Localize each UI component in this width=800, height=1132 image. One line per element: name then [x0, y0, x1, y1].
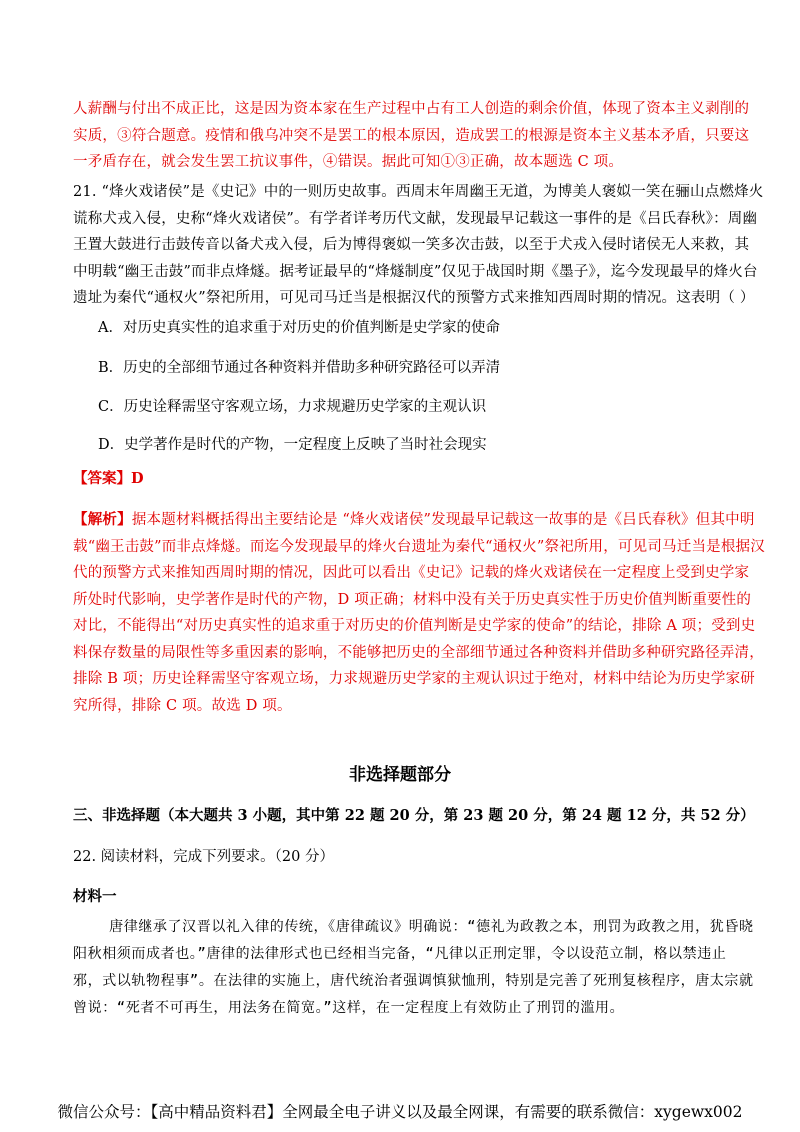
section-title: 三、非选择题（本大题共 3 小题，其中第 22 题 20 分，第 23 题 20 分，第 24 题 12 分，共 52 分） [73, 807, 755, 824]
text-line: 21. “烽火戏诸侯”是《史记》中的一则历史故事。西周末年周幽王无道，为博美人褒姒一笑在骊山点燃烽火 [73, 184, 764, 200]
text-line: 一矛盾存在，就会发生罢工抗议事件，④错误。据此可知①③正确，故本题选 C 项。 [73, 154, 624, 170]
answer-line [73, 468, 144, 490]
analysis-text: 据本题材料概括得出主要结论是 “烽火戏诸侯”发现最早记载这一故事的是《吕氏春秋》但其中明 [131, 512, 755, 528]
text-line: 对比，不能得出“对历史真实性的追求重于对历史的价值判断是史学家的使命”的结论，排除 A 项；受到史 [73, 618, 756, 634]
analysis-label: 【解析】 [73, 511, 132, 528]
text-line: 实质，③符合题意。疫情和俄乌冲突不是罢工的根本原因，造成罢工的根源是资本主义基本矛盾，只要这 [73, 127, 750, 144]
material-title: 材料一 [73, 888, 117, 905]
text-line: 代的预警方式来推知西周时期的情况，因此可以看出《史记》记载的烽火戏诸侯在一定程度上受到史学家 [73, 565, 750, 581]
question-21-stem [73, 179, 764, 312]
option-b: B．历史的全部细节通过各种资料并借助多种研究路径可以弄清 [98, 360, 501, 376]
text-line: 邪，式以轨物程事”。在法律的实施上，唐代统治者强调慎狱恤刑，特别是完善了死刑复核程序，唐太宗就 [73, 973, 754, 989]
text-line: 曾说：“死者不可再生，用法务在简宽。”这样，在一定程度上有效防止了刑罚的滥用。 [73, 1000, 625, 1016]
text-line: 所处时代影响，史学著作是时代的产物，D 项正确；材料中没有关于历史真实性于历史价值判断重要性的 [73, 591, 752, 608]
text-line: 人薪酬与付出不成正比，这是因为资本家在生产过程中占有工人创造的剩余价值，体现了资本主义剥削的 [73, 101, 750, 117]
option-c: C．历史诠释需坚守客观立场，力求规避历史学家的主观认识 [98, 399, 487, 415]
option-d: D．史学著作是时代的产物，一定程度上反映了当时社会现实 [98, 437, 487, 453]
section-heading: 非选择题部分 [349, 765, 451, 785]
text-line: 谎称犬戎入侵，史称“烽火戏诸侯”。有学者详考历代文献，发现最早记载这一事件的是《吕氏春秋》：周幽 [73, 210, 758, 227]
option-a: A．对历史真实性的追求重于对历史的价值判断是史学家的使命 [98, 320, 500, 336]
footer-watermark: 微信公众号：【高中精品资料君】全网最全电子讲义以及最全网课，有需要的联系微信：xygewx002 [57, 1103, 743, 1121]
text-line: 王置大鼓进行击鼓传音以备犬戎入侵，后为博得褒姒一笑多次击鼓，以至于犬戎入侵时诸侯无人来救，其 [73, 237, 750, 253]
text-line: 载“幽王击鼓”而非点烽燧。而迄今发现最早的烽火台遗址为秦代“通权火”祭祀所用，可见司马迁当是根据汉 [73, 538, 765, 555]
material-text [73, 914, 754, 1022]
text-line: 唐律继承了汉晋以礼入律的传统，《唐律疏议》明确说：“德礼为政教之本，刑罚为政教之用，犹昏晓 [73, 919, 754, 935]
question-21-analysis [73, 507, 765, 719]
answer-label: 【答案】 [73, 470, 131, 487]
text-line: 中明载“幽王击鼓”而非点烽燧。据考证最早的“烽燧制度”仅见于战国时期《墨子》，迄今发现最早的烽火台 [73, 263, 758, 280]
answer-value: D [131, 470, 144, 487]
previous-analysis-continuation [73, 96, 750, 176]
text-line: 究所得，排除 C 项。故选 D 项。 [73, 697, 292, 714]
text-line: 排除 B 项；历史诠释需坚守客观立场，力求规避历史学家的主观认识过于绝对，材料中结论为历史学家研 [73, 671, 755, 687]
text-line [73, 507, 755, 534]
text-line: 阳秋相须而成者也。”唐律的法律形式也已经相当完备，“凡律以正刑定罪，令以设范立制，格以禁违止 [73, 946, 727, 962]
text-line: 料保存数量的局限性等多重因素的影响，不能够把历史的全部细节通过各种资料并借助多种研究路径弄清， [73, 644, 764, 661]
question-22-stem: 22. 阅读材料，完成下列要求。（20 分） [73, 849, 334, 865]
text-line: 遗址为秦代“通权火”祭祀所用，可见司马迁当是根据汉代的预警方式来推知西周时期的情况。这表明（ ） [73, 290, 755, 306]
